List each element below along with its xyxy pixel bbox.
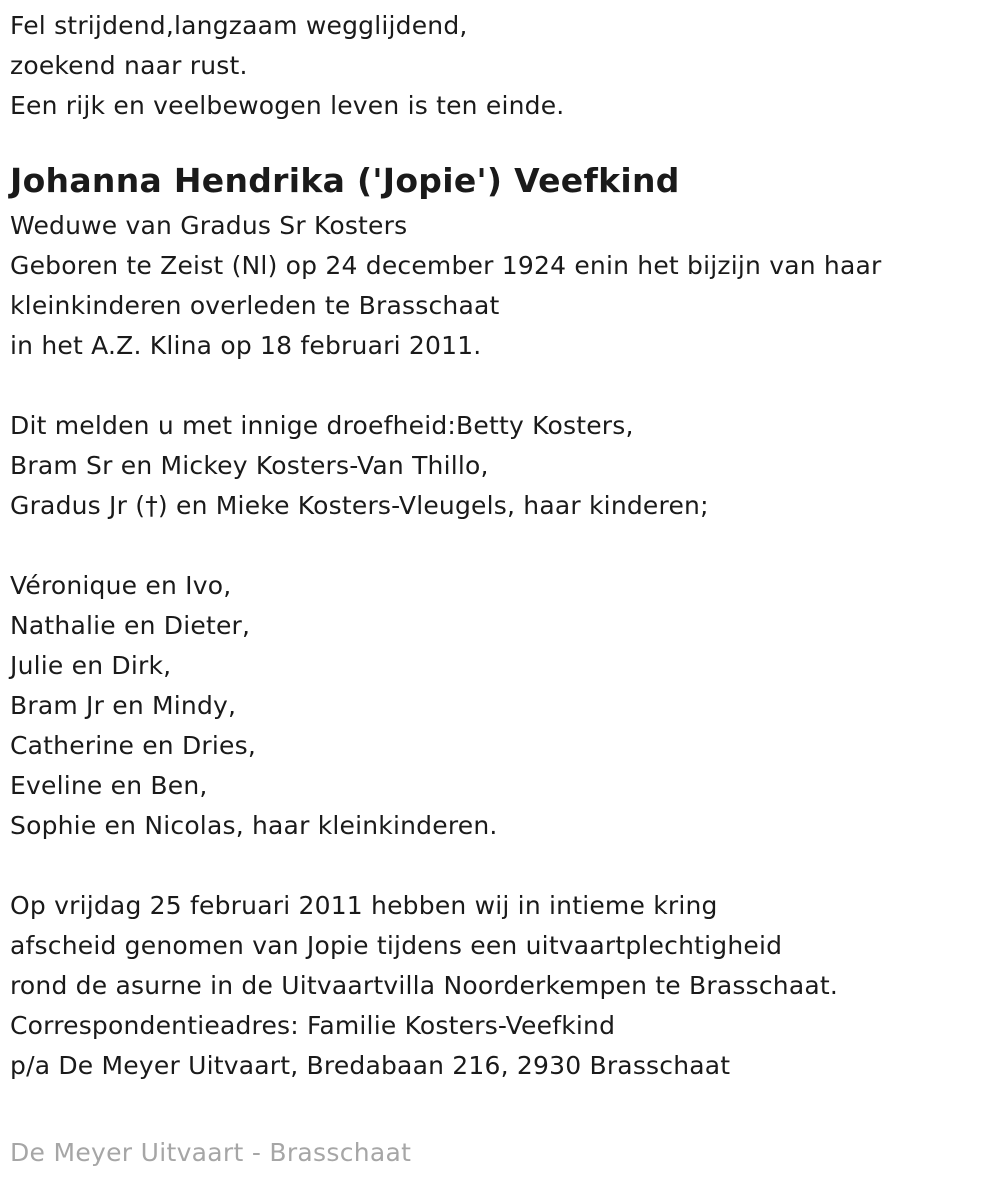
bio-line: Weduwe van Gradus Sr Kosters <box>10 211 408 240</box>
grandchildren-line: Eveline en Ben, <box>10 771 208 800</box>
ceremony-line: rond de asurne in de Uitvaartvilla Noorderkempen te Brasschaat. <box>10 971 839 1000</box>
correspondence-line: Correspondentieadres: Familie Kosters-Veefkind <box>10 1011 616 1040</box>
spacer <box>10 846 985 886</box>
intro-line: Fel strijdend,langzaam wegglijdend, <box>10 11 468 40</box>
obituary-notice <box>10 6 985 1086</box>
bio-line: in het A.Z. Klina op 18 februari 2011. <box>10 331 482 360</box>
grandchildren-line: Nathalie en Dieter, <box>10 611 251 640</box>
children-list <box>10 406 985 526</box>
bio-line: Geboren te Zeist (Nl) op 24 december 1924 enin het bijzijn van haar <box>10 251 882 280</box>
grandchildren-list <box>10 566 985 846</box>
grandchildren-line: Véronique en Ivo, <box>10 571 232 600</box>
spacer <box>10 526 985 566</box>
grandchildren-line: Catherine en Dries, <box>10 731 256 760</box>
bio-line: kleinkinderen overleden te Brasschaat <box>10 291 500 320</box>
spacer <box>10 366 985 406</box>
grandchildren-line: Bram Jr en Mindy, <box>10 691 237 720</box>
biography <box>10 206 985 366</box>
ceremony-line: afscheid genomen van Jopie tijdens een uitvaartplechtigheid <box>10 931 783 960</box>
ceremony-details <box>10 886 985 1086</box>
intro-line: Een rijk en veelbewogen leven is ten einde. <box>10 91 565 120</box>
deceased-name: Johanna Hendrika ('Jopie') Veefkind <box>10 161 680 200</box>
address-line: p/a De Meyer Uitvaart, Bredabaan 216, 2930 Brasschaat <box>10 1051 731 1080</box>
intro-verse <box>10 6 985 126</box>
children-line: Bram Sr en Mickey Kosters-Van Thillo, <box>10 451 489 480</box>
grandchildren-line: Julie en Dirk, <box>10 651 172 680</box>
intro-line: zoekend naar rust. <box>10 51 248 80</box>
ceremony-line: Op vrijdag 25 februari 2011 hebben wij in intieme kring <box>10 891 718 920</box>
funeral-home-credit: De Meyer Uitvaart - Brasschaat <box>10 1138 412 1167</box>
children-line: Gradus Jr (†) en Mieke Kosters-Vleugels, haar kinderen; <box>10 491 709 520</box>
children-line: Dit melden u met innige droefheid:Betty Kosters, <box>10 411 634 440</box>
grandchildren-line: Sophie en Nicolas, haar kleinkinderen. <box>10 811 498 840</box>
